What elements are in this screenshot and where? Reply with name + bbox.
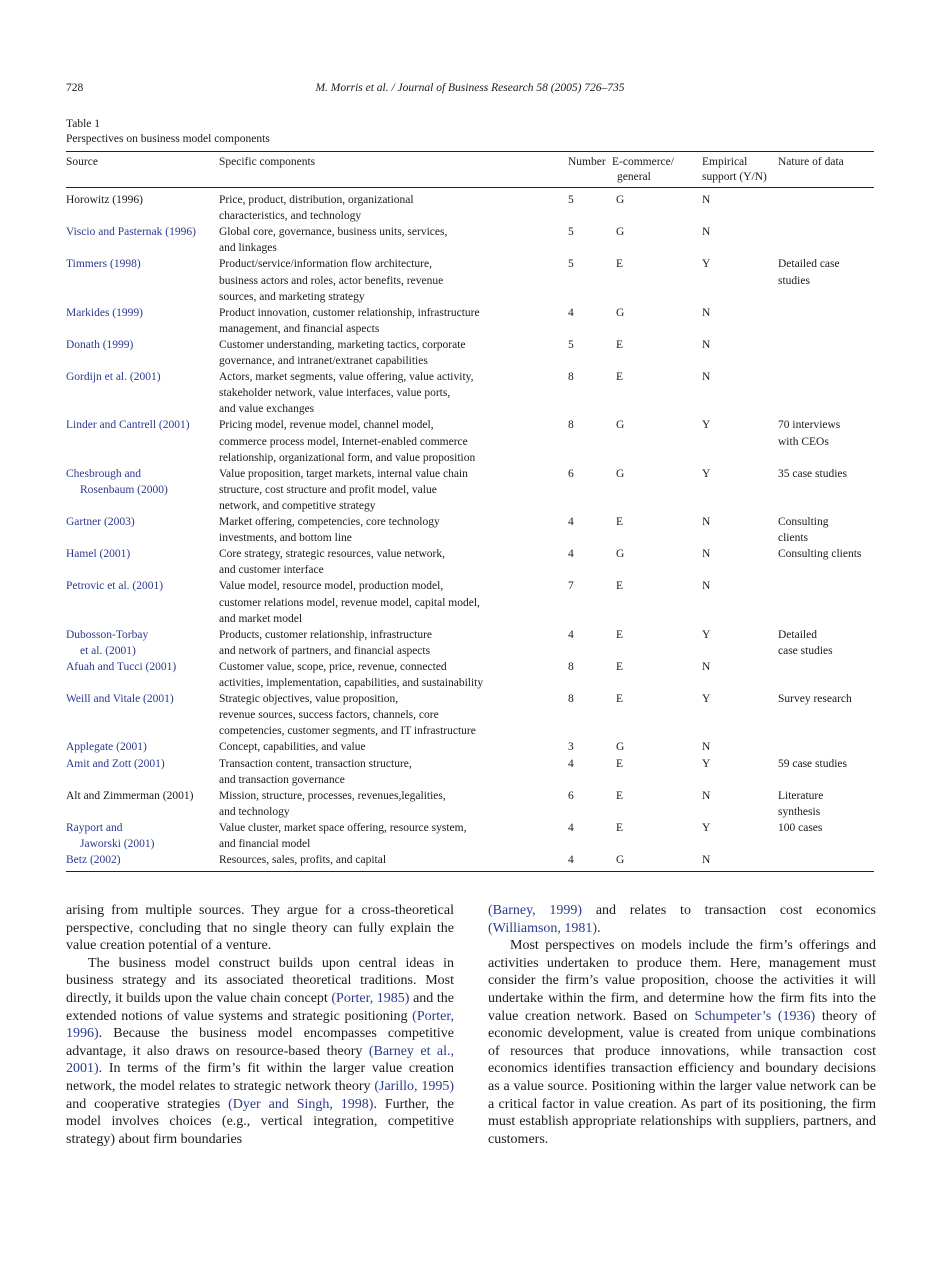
row-source: Rayport and (66, 821, 123, 834)
text-span: and cooperative strategies (66, 1096, 229, 1112)
row-components: and value exchanges (219, 403, 315, 416)
row-ecommerce: E (616, 660, 624, 673)
citation-link[interactable]: (Dyer and Singh, 1998) (228, 1096, 374, 1112)
row-nature: Literature (778, 789, 824, 802)
paragraph (488, 902, 876, 937)
row-empirical: N (702, 194, 711, 206)
row-empirical: Y (702, 628, 711, 641)
row-source: Weill and Vitale (2001) (66, 693, 174, 706)
row-source: Petrovic et al. (2001) (66, 580, 164, 593)
table-label: Table 1 (66, 118, 101, 130)
row-components: commerce process model, Internet-enabled commerce (219, 435, 468, 448)
row-components: and customer interface (219, 564, 324, 577)
row-components: customer relations model, revenue model, capital model, (219, 596, 480, 609)
row-components: Actors, market segments, value offering, value activity, (219, 371, 474, 384)
col-header-number: Number (568, 156, 606, 168)
row-empirical: N (702, 306, 711, 319)
row-number: 4 (568, 854, 574, 867)
text-span: theory of economic development, value is created from unique combinations of resources that produce innovations, while transaction cost economics identifies transaction efficiency and boundary decisions as a value source. Positioning within the larger value network can be a critical factor in value creation. As part of its positioning, the firm must establish appropriate relationships with suppliers, partners, and customers. (488, 1008, 876, 1147)
row-nature: 59 case studies (778, 757, 847, 770)
row-components: network, and competitive strategy (219, 499, 376, 512)
row-components: management, and financial aspects (219, 322, 380, 335)
row-ecommerce: G (616, 226, 625, 239)
citation-link[interactable]: (Jarillo, 1995) (374, 1078, 454, 1094)
citation-link[interactable]: Schumpeter’s (1936) (694, 1008, 816, 1024)
citation-link[interactable]: (Barney et al., 2001) (66, 1043, 455, 1077)
row-number: 7 (568, 580, 574, 593)
row-empirical: N (702, 226, 711, 239)
row-number: 4 (568, 306, 574, 319)
row-number: 5 (568, 258, 574, 271)
row-components: structure, cost structure and profit model, value (219, 483, 437, 496)
text-span: . (597, 920, 601, 936)
paragraph (66, 902, 454, 955)
row-components: investments, and bottom line (219, 532, 352, 545)
table-bottom-rule (66, 871, 874, 872)
citation-link[interactable]: (Porter, 1985) (331, 990, 410, 1006)
table-header-rule (66, 187, 874, 188)
row-ecommerce: E (616, 580, 624, 593)
row-nature: 100 cases (778, 821, 823, 834)
row-components: Transaction content, transaction structure, (219, 757, 412, 770)
row-ecommerce: E (616, 789, 624, 802)
row-components: Mission, structure, processes, revenues,legalities, (219, 789, 446, 802)
col-header-ecommerce-line2: general (617, 171, 651, 183)
row-components: Pricing model, revenue model, channel model, (219, 419, 434, 432)
row-number: 4 (568, 821, 574, 834)
row-ecommerce: E (616, 693, 624, 706)
row-components: Value proposition, target markets, internal value chain (219, 467, 468, 480)
col-header-ecommerce (612, 155, 674, 170)
text-span: . Further, the model involves choices (e.g., vertical integration, competitive strategy) about firm boundaries (66, 1096, 454, 1147)
row-empirical: N (702, 854, 711, 867)
row-components: and network of partners, and financial aspects (219, 644, 431, 657)
row-components: stakeholder network, value interfaces, value ports, (219, 387, 451, 400)
citation-link[interactable]: (Porter, 1996) (66, 1008, 454, 1042)
page-header (66, 82, 874, 98)
row-number: 8 (568, 371, 574, 384)
paragraph (66, 955, 454, 1149)
row-number: 8 (568, 419, 574, 432)
row-nature: clients (778, 532, 809, 545)
row-empirical: N (702, 338, 711, 351)
row-number: 3 (568, 741, 574, 754)
row-number: 6 (568, 467, 574, 480)
row-components: and technology (219, 805, 290, 818)
page-number: 728 (66, 82, 84, 94)
row-empirical: Y (702, 258, 711, 271)
row-source: Hamel (2001) (66, 548, 131, 561)
row-components: characteristics, and technology (219, 210, 362, 223)
row-source: Applegate (2001) (66, 741, 147, 754)
col-header-nature: Nature of data (778, 156, 844, 168)
row-empirical: Y (702, 693, 711, 706)
row-ecommerce: E (616, 628, 624, 641)
row-ecommerce: E (616, 338, 624, 351)
row-ecommerce: E (616, 371, 624, 384)
row-number: 8 (568, 660, 574, 673)
row-empirical: N (702, 789, 711, 802)
row-number: 4 (568, 548, 574, 561)
row-empirical: N (702, 371, 711, 384)
row-components: business actors and roles, actor benefits, revenue (219, 274, 444, 287)
col-header-components: Specific components (219, 156, 316, 168)
row-source: Donath (1999) (66, 338, 134, 351)
row-components: Global core, governance, business units, services, (219, 226, 448, 239)
row-number: 4 (568, 757, 574, 770)
row-source: Rosenbaum (2000) (80, 483, 168, 496)
row-source: Chesbrough and (66, 467, 142, 480)
row-source: Betz (2002) (66, 854, 121, 867)
row-number: 4 (568, 516, 574, 528)
row-components: Products, customer relationship, infrastructure (219, 628, 433, 641)
text-span: . In terms of the firm’s fit within the larger value creation network, the model relates to strategic network theory (66, 1061, 454, 1094)
col-header-empirical: Empirical (702, 156, 748, 168)
text-span: and relates to transaction cost economics (582, 903, 877, 918)
text-span: . Because the business model encompasses competitive advantage, it also draws on resource-based theory (66, 1026, 454, 1059)
row-nature: 70 interviews (778, 419, 841, 432)
row-number: 4 (568, 628, 574, 641)
row-empirical: N (702, 580, 711, 593)
row-components: revenue sources, success factors, channels, core (219, 709, 439, 722)
paragraph (488, 937, 876, 1148)
row-components: Market offering, competencies, core technology (219, 516, 440, 528)
row-ecommerce: E (616, 258, 624, 271)
text-span: and the extended notions of value systems and strategic positioning (66, 990, 454, 1024)
row-empirical: N (702, 741, 711, 754)
text-span: arising from multiple sources. They argue for a cross-theoretical perspective, concluding that no single theory can fully explain the value creation potential of a venture. (66, 903, 454, 954)
row-number: 5 (568, 194, 574, 206)
row-number: 8 (568, 693, 574, 706)
col-header-empirical-line2: support (Y/N) (702, 171, 767, 183)
row-empirical: Y (702, 467, 711, 480)
row-source: et al. (2001) (80, 644, 136, 657)
citation-link[interactable]: (Williamson, 1981) (488, 920, 598, 936)
text-span: The business model construct builds upon central ideas in business strategy and its associated theoretical traditions. Most directly, it builds upon the value chain concept (66, 955, 454, 1006)
row-empirical: N (702, 660, 711, 673)
row-source: Afuah and Tucci (2001) (66, 660, 177, 673)
row-components: Value model, resource model, production model, (219, 580, 444, 593)
row-number: 5 (568, 226, 574, 239)
row-ecommerce: G (616, 419, 625, 432)
row-components: sources, and marketing strategy (219, 290, 365, 303)
row-components: governance, and intranet/extranet capabilities (219, 355, 428, 367)
row-nature: Consulting (778, 516, 829, 528)
row-nature: studies (778, 274, 810, 287)
row-source: Jaworski (2001) (80, 838, 155, 850)
table-caption: Perspectives on business model components (66, 133, 270, 145)
row-nature: Detailed case (778, 258, 840, 271)
row-source: Gartner (2003) (66, 516, 135, 528)
row-ecommerce: G (616, 306, 625, 319)
citation-link[interactable]: (Barney, 1999) (488, 903, 583, 918)
row-nature: Consulting clients (778, 548, 862, 561)
row-source: Alt and Zimmerman (2001) (66, 789, 194, 802)
row-ecommerce: G (616, 194, 625, 206)
row-empirical: N (702, 548, 711, 561)
row-empirical: Y (702, 821, 711, 834)
row-ecommerce: G (616, 741, 625, 754)
row-components: Customer value, scope, price, revenue, connected (219, 660, 447, 673)
row-number: 6 (568, 789, 574, 802)
row-components: and linkages (219, 242, 277, 255)
row-components: competencies, customer segments, and IT infrastructure (219, 725, 476, 738)
row-components: and market model (219, 612, 303, 625)
col-header-source: Source (66, 156, 98, 168)
row-nature: with CEOs (778, 435, 829, 448)
row-ecommerce: G (616, 548, 625, 561)
row-components: activities, implementation, capabilities, and sustainability (219, 677, 484, 689)
running-head: M. Morris et al. / Journal of Business Research 58 (2005) 726–735 (315, 82, 625, 94)
row-components: Strategic objectives, value proposition, (219, 693, 399, 706)
row-ecommerce: E (616, 821, 624, 834)
row-ecommerce: E (616, 757, 624, 770)
row-source: Dubosson-Torbay (66, 628, 149, 641)
row-empirical: Y (702, 419, 711, 432)
row-empirical: N (702, 516, 711, 528)
row-components: Customer understanding, marketing tactics, corporate (219, 338, 466, 351)
row-nature: 35 case studies (778, 467, 847, 480)
row-components: Product/service/information flow architecture, (219, 258, 432, 271)
row-components: Core strategy, strategic resources, value network, (219, 548, 445, 561)
body-text-left-column (66, 902, 454, 1148)
row-nature: synthesis (778, 805, 821, 818)
row-components: and financial model (219, 838, 311, 850)
row-components: Product innovation, customer relationship, infrastructure (219, 306, 480, 319)
text-span: Most perspectives on models include the firm’s offerings and activities undertaken to produce them. Here, management must consider the firm’s value proposition, choose the activities it will undertake within the firm, and determine how the firm fits into the value creation network. Based on (488, 938, 876, 1024)
row-components: Price, product, distribution, organizational (219, 194, 414, 206)
row-nature: case studies (778, 644, 833, 657)
row-components: Resources, sales, profits, and capital (219, 854, 387, 867)
body-text-right-column (488, 902, 876, 1148)
row-number: 5 (568, 338, 574, 351)
row-ecommerce: G (616, 467, 625, 480)
table-top-rule (66, 151, 874, 152)
row-components: Concept, capabilities, and value (219, 741, 366, 754)
row-source: Linder and Cantrell (2001) (66, 419, 190, 432)
row-source: Amit and Zott (2001) (66, 757, 165, 770)
row-components: Value cluster, market space offering, resource system, (219, 821, 467, 834)
row-source: Markides (1999) (66, 306, 143, 319)
row-source: Gordijn et al. (2001) (66, 371, 161, 384)
row-components: relationship, organizational form, and value proposition (219, 451, 476, 464)
row-components: and transaction governance (219, 773, 345, 786)
row-source: Horowitz (1996) (66, 194, 143, 206)
row-empirical: Y (702, 757, 711, 770)
col-header-ecommerce-line1: E-commerce/ (612, 156, 674, 168)
row-source: Timmers (1998) (66, 258, 141, 271)
row-ecommerce: E (616, 516, 624, 528)
row-ecommerce: G (616, 854, 625, 867)
row-nature: Survey research (778, 693, 852, 706)
row-source: Viscio and Pasternak (1996) (66, 226, 196, 239)
row-nature: Detailed (778, 628, 817, 641)
